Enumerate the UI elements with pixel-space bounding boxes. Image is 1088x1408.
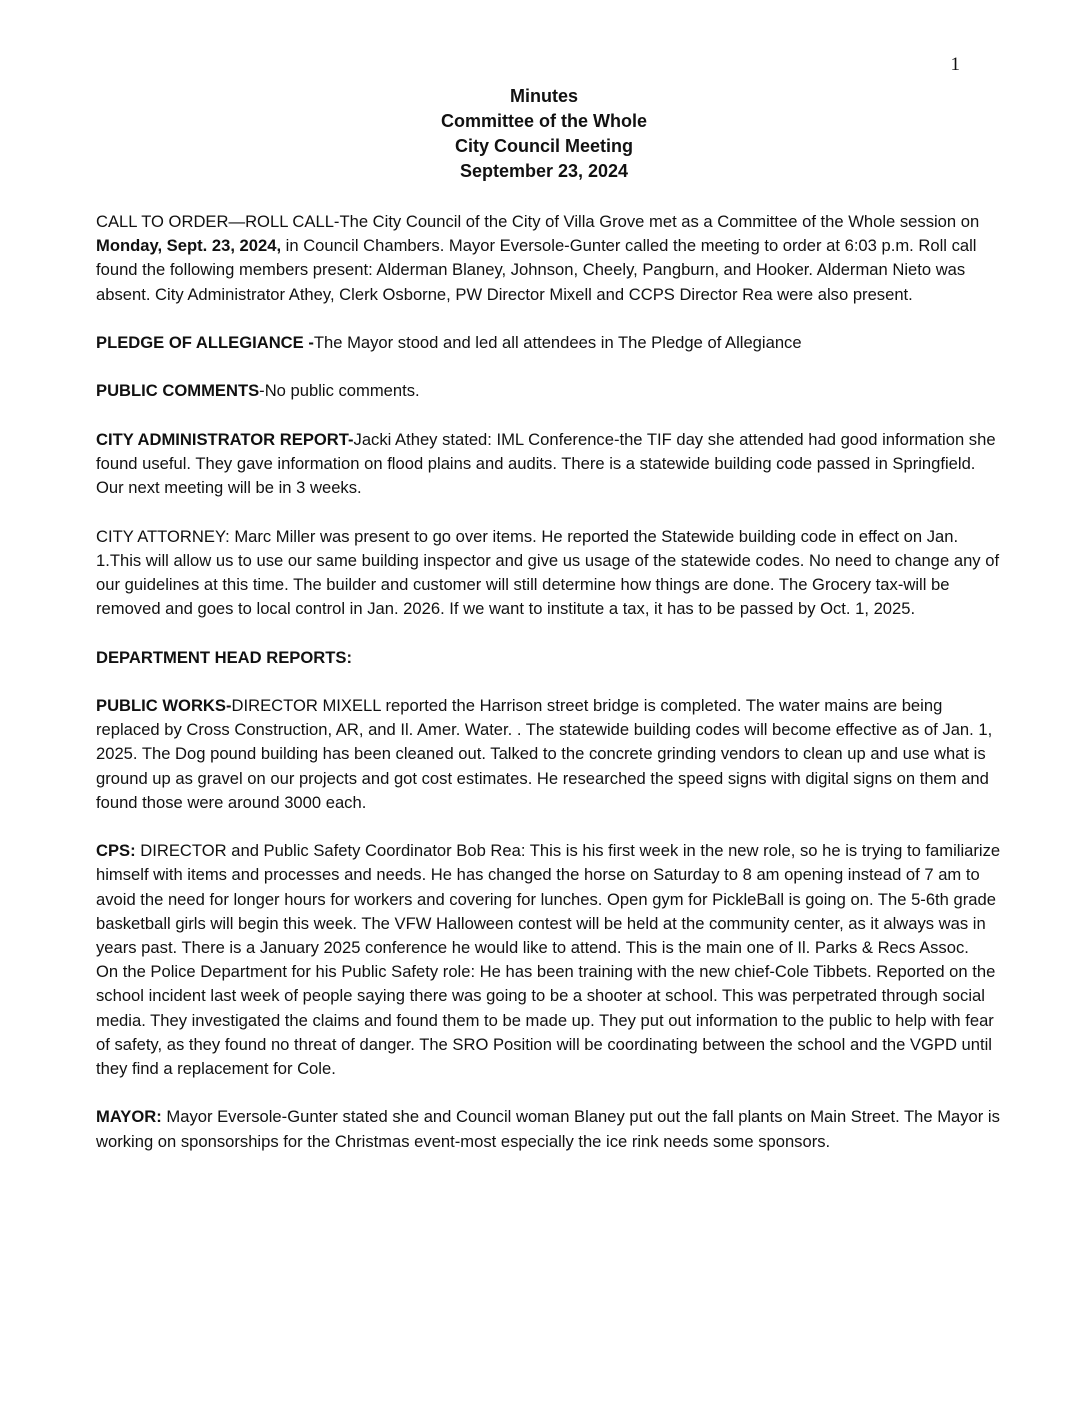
city-admin-label: CITY ADMINISTRATOR REPORT- bbox=[96, 429, 354, 449]
public-comments-label: PUBLIC COMMENTS bbox=[96, 381, 260, 401]
meeting-date-bold: Monday, Sept. 23, 2024, bbox=[96, 236, 282, 256]
public-works-text: DIRECTOR MIXELL reported the Harrison street bridge is completed. The water mains are being replaced by Cross Construction, AR, and Il. Amer. Water. . The statewide building codes will become effective as of Jan. 1, 2025. The Dog pound building has been cleaned out. Talked to the concrete grinding vendors to clean up and use what is ground up as gravel on our projects and got cost estimates. He researched the speed signs with digital signs on them and found those were around 3000 each. bbox=[96, 695, 993, 812]
mayor-text: Mayor Eversole-Gunter stated she and Council woman Blaney put out the fall plants on Main Street. The Mayor is working on sponsorships for the Christmas event-most especially the ice rink needs some sponsors. bbox=[96, 1107, 1000, 1151]
document-body bbox=[96, 210, 1001, 1178]
document-header bbox=[0, 84, 1088, 184]
header-date: September 23, 2024 bbox=[459, 161, 629, 181]
public-works-label: PUBLIC WORKS- bbox=[96, 695, 232, 715]
call-to-order-paragraph bbox=[96, 210, 1001, 307]
header-meeting: City Council Meeting bbox=[454, 136, 633, 156]
city-attorney-paragraph: CITY ATTORNEY: Marc Miller was present to go over items. He reported the Statewide building code in effect on Jan. 1.This will allow us to use our same building inspector and give us usage of the statewide codes. No need to change any of our guidelines at this time. The builder and customer will still determine how things are done. The Grocery tax-will be removed and goes to local control in Jan. 2026. If we want to institute a tax, it has to be passed by Oct. 1, 2025. bbox=[96, 526, 1000, 619]
public-comments-text: -No public comments. bbox=[259, 381, 420, 401]
public-works-paragraph bbox=[96, 694, 1001, 815]
page-number: 1 bbox=[950, 54, 960, 75]
pledge-label: PLEDGE OF ALLEGIANCE - bbox=[96, 333, 314, 352]
pledge-paragraph bbox=[96, 331, 1001, 355]
header-title: Minutes bbox=[509, 86, 578, 106]
cps-label: CPS: bbox=[96, 841, 136, 861]
city-admin-paragraph bbox=[96, 428, 1001, 501]
call-to-order-text: CALL TO ORDER—ROLL CALL-The City Council of the City of Villa Grove met as a Committee of the Whole session on bbox=[96, 212, 980, 231]
pledge-text: The Mayor stood and led all attendees in The Pledge of Allegiance bbox=[313, 333, 802, 352]
header-committee: Committee of the Whole bbox=[441, 111, 647, 131]
mayor-paragraph bbox=[96, 1105, 1001, 1153]
cps-text: DIRECTOR and Public Safety Coordinator Bob Rea: This is his first week in the new role, so he is trying to familiarize himself with items and processes and needs. He has changed the horse on Saturday to 8 am opening instead of 7 am to avoid the need for longer hours for workers and covering for lunches. Open gym for PickleBall is going on. The 5-6th grade basketball girls will begin this week. The VFW Halloween contest will be held at the community center, as it always was in years past. There is a January 2025 conference he would like to attend. This is the main one of Il. Parks & Recs Assoc. bbox=[96, 841, 1001, 957]
city-admin-text: Jacki Athey stated: IML Conference-the TIF day she attended had good information she found useful. They gave information on flood plains and audits. There is a statewide building code passed in Springfield. Our next meeting will be in 3 weeks. bbox=[96, 429, 996, 498]
call-to-order-rest: in Council Chambers. Mayor Eversole-Gunter called the meeting to order at 6:03 p.m. Roll call found the following members present: Alderman Blaney, Johnson, Cheely, Pangburn, and Hooker. Alderman Nieto was absent. City Administrator Athey, Clerk Osborne, PW Director Mixell and CCPS Director Rea were also present. bbox=[96, 236, 977, 304]
dept-heads-heading: DEPARTMENT HEAD REPORTS: bbox=[96, 647, 352, 667]
mayor-label: MAYOR: bbox=[96, 1107, 162, 1127]
police-paragraph: On the Police Department for his Public Safety role: He has been training with the new chief-Cole Tibbets. Reported on the school incident last week of people saying there was going to be a shooter at school. This was perpetrated through social media. They investigated the claims and found them to be made up. They put out information to the public to help with fear of safety, as they found no threat of danger. The SRO Position will be coordinating between the school and the VGPD until they find a replacement for Cole. bbox=[96, 962, 996, 1078]
public-comments-paragraph bbox=[96, 379, 1001, 403]
cps-paragraph bbox=[96, 839, 1001, 960]
